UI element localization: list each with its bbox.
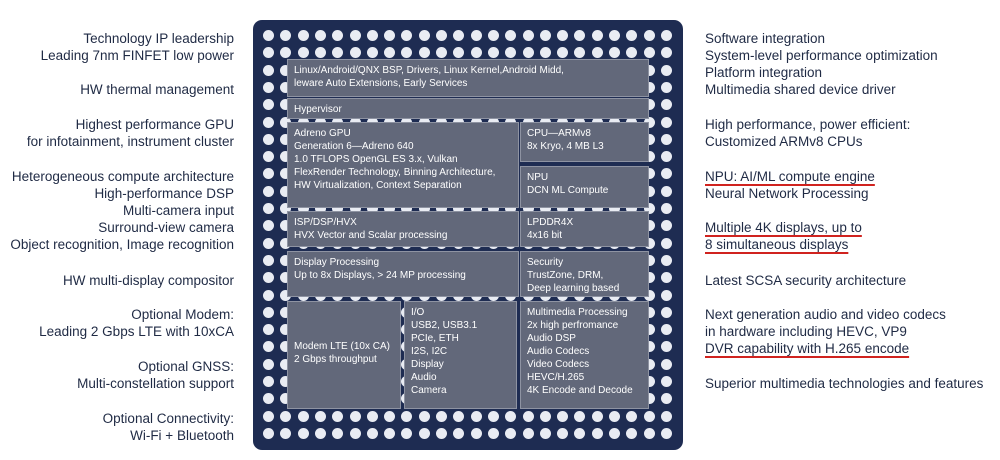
pin-dot xyxy=(263,134,274,145)
pin-dot xyxy=(574,411,585,422)
pin-dot xyxy=(350,411,361,422)
pin-dot xyxy=(315,30,326,41)
left-label: High-performance DSP xyxy=(94,186,234,201)
pin-dot xyxy=(263,117,274,128)
right-label: Superior multimedia technologies and features xyxy=(705,376,984,391)
pin-dot xyxy=(661,290,672,301)
block-line: Hypervisor xyxy=(294,104,342,115)
pin-dot xyxy=(419,30,430,41)
multimedia-block xyxy=(520,301,649,409)
pin-dot xyxy=(505,411,516,422)
security-block xyxy=(520,251,649,297)
pin-dot xyxy=(315,47,326,58)
left-label: Technology IP leadership xyxy=(83,31,234,46)
block-line: USB2, USB3.1 xyxy=(411,320,478,331)
pin-dot xyxy=(263,47,274,58)
pin-dot xyxy=(350,47,361,58)
pin-dot xyxy=(263,186,274,197)
block-line: I/O xyxy=(411,307,425,318)
pin-dot xyxy=(661,411,672,422)
block-line: TrustZone, DRM, xyxy=(527,270,604,281)
pin-dot xyxy=(609,428,620,439)
pin-dot xyxy=(661,220,672,231)
pin-dot xyxy=(574,47,585,58)
pin-dot xyxy=(609,411,620,422)
pin-dot xyxy=(574,428,585,439)
bsp-block xyxy=(287,59,649,97)
pin-dot xyxy=(436,47,447,58)
block-line: HW Virtualization, Context Separation xyxy=(294,180,462,191)
pin-dot xyxy=(488,30,499,41)
right-label: Next generation audio and video codecs xyxy=(705,307,946,322)
pin-dot xyxy=(592,30,603,41)
block-line: Display xyxy=(411,359,444,370)
left-label: Optional GNSS: xyxy=(137,359,234,374)
left-label: HW thermal management xyxy=(80,82,234,97)
left-label: Optional Modem: xyxy=(131,307,234,322)
pin-dot xyxy=(367,47,378,58)
pin-dot xyxy=(471,411,482,422)
pin-dot xyxy=(263,341,274,352)
right-label xyxy=(705,219,862,236)
block-line: LPDDR4X xyxy=(527,217,574,228)
pin-dot xyxy=(263,393,274,404)
pin-dot xyxy=(298,428,309,439)
pin-dot xyxy=(557,411,568,422)
pin-dot xyxy=(644,411,655,422)
block-line: HVX Vector and Scalar processing xyxy=(294,230,448,241)
pin-dot xyxy=(263,151,274,162)
pin-dot xyxy=(644,428,655,439)
right-label xyxy=(705,168,875,185)
block-line: Display Processing xyxy=(294,257,380,268)
pin-dot xyxy=(453,411,464,422)
block-line: 1.0 TFLOPS OpenGL ES 3.x, Vulkan xyxy=(294,154,458,165)
right-label: Neural Network Processing xyxy=(705,186,869,201)
left-label: HW multi-display compositor xyxy=(62,273,234,288)
hypervisor-block xyxy=(287,98,649,119)
pin-dot xyxy=(557,30,568,41)
block-line: Audio xyxy=(411,372,437,383)
block-line: Video Codecs xyxy=(527,359,590,370)
underlined-highlight: NPU: AI/ML compute engine xyxy=(705,169,875,184)
pin-dot xyxy=(488,428,499,439)
cpu-block xyxy=(520,122,649,162)
left-label: Optional Connectivity: xyxy=(102,411,234,426)
pin-dot xyxy=(280,428,291,439)
pin-dot xyxy=(263,376,274,387)
pin-dot xyxy=(540,30,551,41)
pin-dot xyxy=(453,47,464,58)
underlined-highlight: DVR capability with H.265 encode xyxy=(705,341,910,356)
right-label: High performance, power efficient: xyxy=(705,117,911,132)
pin-dot xyxy=(661,134,672,145)
block-line: FlexRender Technology, Binning Architecture, xyxy=(294,167,496,178)
pin-dot xyxy=(436,411,447,422)
pin-dot xyxy=(626,47,637,58)
pin-dot xyxy=(298,47,309,58)
pin-dot xyxy=(661,324,672,335)
block-line: 2 Gbps throughput xyxy=(294,354,377,365)
pin-dot xyxy=(661,428,672,439)
pin-dot xyxy=(401,428,412,439)
pin-dot xyxy=(298,411,309,422)
pin-dot xyxy=(280,47,291,58)
pin-dot xyxy=(661,82,672,93)
pin-dot xyxy=(540,428,551,439)
block-line: I2S, I2C xyxy=(411,346,448,357)
pin-dot xyxy=(280,411,291,422)
pin-dot xyxy=(523,30,534,41)
underlined-highlight: Multiple 4K displays, up to xyxy=(705,220,862,235)
pin-dot xyxy=(523,411,534,422)
pin-dot xyxy=(661,168,672,179)
pin-dot xyxy=(419,47,430,58)
pin-dot xyxy=(661,359,672,370)
pin-dot xyxy=(350,428,361,439)
underlined-highlight: 8 simultaneous displays xyxy=(705,237,849,252)
pin-dot xyxy=(263,99,274,110)
pin-dot xyxy=(332,411,343,422)
pin-dot xyxy=(453,30,464,41)
soc-chip-package xyxy=(253,20,683,450)
block-line: PCIe, ETH xyxy=(411,333,459,344)
block-line: Generation 6—Adreno 640 xyxy=(294,141,414,152)
pin-dot xyxy=(661,65,672,76)
block-line: DCN ML Compute xyxy=(527,185,609,196)
pin-dot xyxy=(384,30,395,41)
right-label: in hardware including HEVC, VP9 xyxy=(705,324,907,339)
right-label: Latest SCSA security architecture xyxy=(705,273,907,288)
block-line: Adreno GPU xyxy=(294,128,351,139)
pin-dot xyxy=(263,220,274,231)
pin-dot xyxy=(488,411,499,422)
pin-dot xyxy=(298,30,309,41)
block-line: Deep learning based xyxy=(527,283,620,294)
pin-dot xyxy=(661,341,672,352)
pin-dot xyxy=(644,47,655,58)
block-line: 8x Kryo, 4 MB L3 xyxy=(527,141,604,152)
right-label: Platform integration xyxy=(705,65,823,80)
pin-dot xyxy=(263,307,274,318)
pin-dot xyxy=(263,324,274,335)
pin-dot xyxy=(263,168,274,179)
left-label: for infotainment, instrument cluster xyxy=(26,134,234,149)
pin-dot xyxy=(592,411,603,422)
block-line: Audio DSP xyxy=(527,333,576,344)
pin-dot xyxy=(384,411,395,422)
pin-dot xyxy=(350,30,361,41)
pin-dot xyxy=(263,272,274,283)
pin-dot xyxy=(592,428,603,439)
block-line: Modem LTE (10x CA) xyxy=(294,341,390,352)
pin-dot xyxy=(453,428,464,439)
pin-dot xyxy=(626,30,637,41)
pin-dot xyxy=(661,186,672,197)
pin-dot xyxy=(661,307,672,318)
pin-dot xyxy=(471,47,482,58)
isp-dsp-block xyxy=(287,211,519,247)
pin-dot xyxy=(592,47,603,58)
pin-dot xyxy=(263,65,274,76)
pin-dot xyxy=(263,255,274,266)
gpu-block xyxy=(287,122,519,208)
pin-dot xyxy=(263,411,274,422)
pin-dot xyxy=(574,30,585,41)
pin-dot xyxy=(471,428,482,439)
pin-dot xyxy=(367,411,378,422)
modem-block xyxy=(287,301,401,409)
pin-dot xyxy=(419,411,430,422)
pin-dot xyxy=(661,203,672,214)
right-label: System-level performance optimization xyxy=(705,48,938,63)
pin-dot xyxy=(263,82,274,93)
pin-dot xyxy=(401,47,412,58)
pin-dot xyxy=(661,151,672,162)
pin-dot xyxy=(436,428,447,439)
right-label: Software integration xyxy=(705,31,826,46)
block-line: Linux/Android/QNX BSP, Drivers, Linux Kernel,Android Midd, xyxy=(294,65,564,76)
left-label: Multi-camera input xyxy=(122,203,234,218)
block-line: Multimedia Processing xyxy=(527,307,628,318)
block-line: Audio Codecs xyxy=(527,346,590,357)
pin-dot xyxy=(661,272,672,283)
pin-dot xyxy=(609,30,620,41)
pin-dot xyxy=(263,290,274,301)
io-block xyxy=(404,301,517,409)
pin-dot xyxy=(384,47,395,58)
pin-dot xyxy=(661,393,672,404)
npu-block xyxy=(520,166,649,208)
pin-dot xyxy=(626,428,637,439)
pin-dot xyxy=(661,376,672,387)
right-label xyxy=(705,340,909,357)
block-line: CPU—ARMv8 xyxy=(527,128,591,139)
pin-dot xyxy=(263,238,274,249)
block-line: ISP/DSP/HVX xyxy=(294,217,357,228)
pin-dot xyxy=(661,117,672,128)
pin-dot xyxy=(505,30,516,41)
right-label: Customized ARMv8 CPUs xyxy=(705,134,863,149)
block-line: 4K Encode and Decode xyxy=(527,385,633,396)
pin-dot xyxy=(471,30,482,41)
block-line: Camera xyxy=(411,385,447,396)
left-label: Multi-constellation support xyxy=(77,376,234,391)
left-label: Object recognition, Image recognition xyxy=(10,237,234,252)
right-label: Multimedia shared device driver xyxy=(705,82,896,97)
pin-dot xyxy=(505,47,516,58)
pin-dot xyxy=(661,238,672,249)
left-label: Highest performance GPU xyxy=(75,117,234,132)
left-label: Heterogeneous compute architecture xyxy=(11,169,234,184)
right-label xyxy=(705,236,848,253)
pin-dot xyxy=(401,30,412,41)
pin-dot xyxy=(523,428,534,439)
pin-dot xyxy=(315,428,326,439)
pin-dot xyxy=(384,428,395,439)
pin-dot xyxy=(367,30,378,41)
pin-dot xyxy=(661,47,672,58)
pin-dot xyxy=(401,411,412,422)
pin-dot xyxy=(263,203,274,214)
pin-dot xyxy=(523,47,534,58)
pin-dot xyxy=(488,47,499,58)
display-processing-block xyxy=(287,251,519,297)
pin-dot xyxy=(644,30,655,41)
pin-dot xyxy=(505,428,516,439)
pin-dot xyxy=(436,30,447,41)
pin-dot xyxy=(315,411,326,422)
pin-dot xyxy=(540,47,551,58)
pin-dot xyxy=(332,428,343,439)
pin-dot xyxy=(609,47,620,58)
block-line: 2x high perfromance xyxy=(527,320,619,331)
pin-dot xyxy=(367,428,378,439)
block-line: NPU xyxy=(527,172,549,183)
pin-dot xyxy=(661,99,672,110)
left-label: Leading 2 Gbps LTE with 10xCA xyxy=(39,324,234,339)
pin-dot xyxy=(332,30,343,41)
pin-dot xyxy=(263,30,274,41)
pin-dot xyxy=(263,428,274,439)
pin-dot xyxy=(557,428,568,439)
pin-dot xyxy=(626,411,637,422)
left-label: Leading 7nm FINFET low power xyxy=(40,48,234,63)
block-line: Up to 8x Displays, > 24 MP processing xyxy=(294,270,466,281)
pin-dot xyxy=(332,47,343,58)
left-label: Wi-Fi + Bluetooth xyxy=(130,428,234,443)
lpddr-block xyxy=(520,211,649,247)
left-label: Surround-view camera xyxy=(98,220,234,235)
pin-dot xyxy=(661,30,672,41)
pin-dot xyxy=(661,255,672,266)
block-line: HEVC/H.265 xyxy=(527,372,585,383)
block-line: 4x16 bit xyxy=(527,230,563,241)
block-line: leware Auto Extensions, Early Services xyxy=(294,78,468,89)
pin-dot xyxy=(280,30,291,41)
block-line: Security xyxy=(527,257,564,268)
pin-dot xyxy=(263,359,274,370)
pin-dot xyxy=(540,411,551,422)
pin-dot xyxy=(419,428,430,439)
pin-dot xyxy=(557,47,568,58)
